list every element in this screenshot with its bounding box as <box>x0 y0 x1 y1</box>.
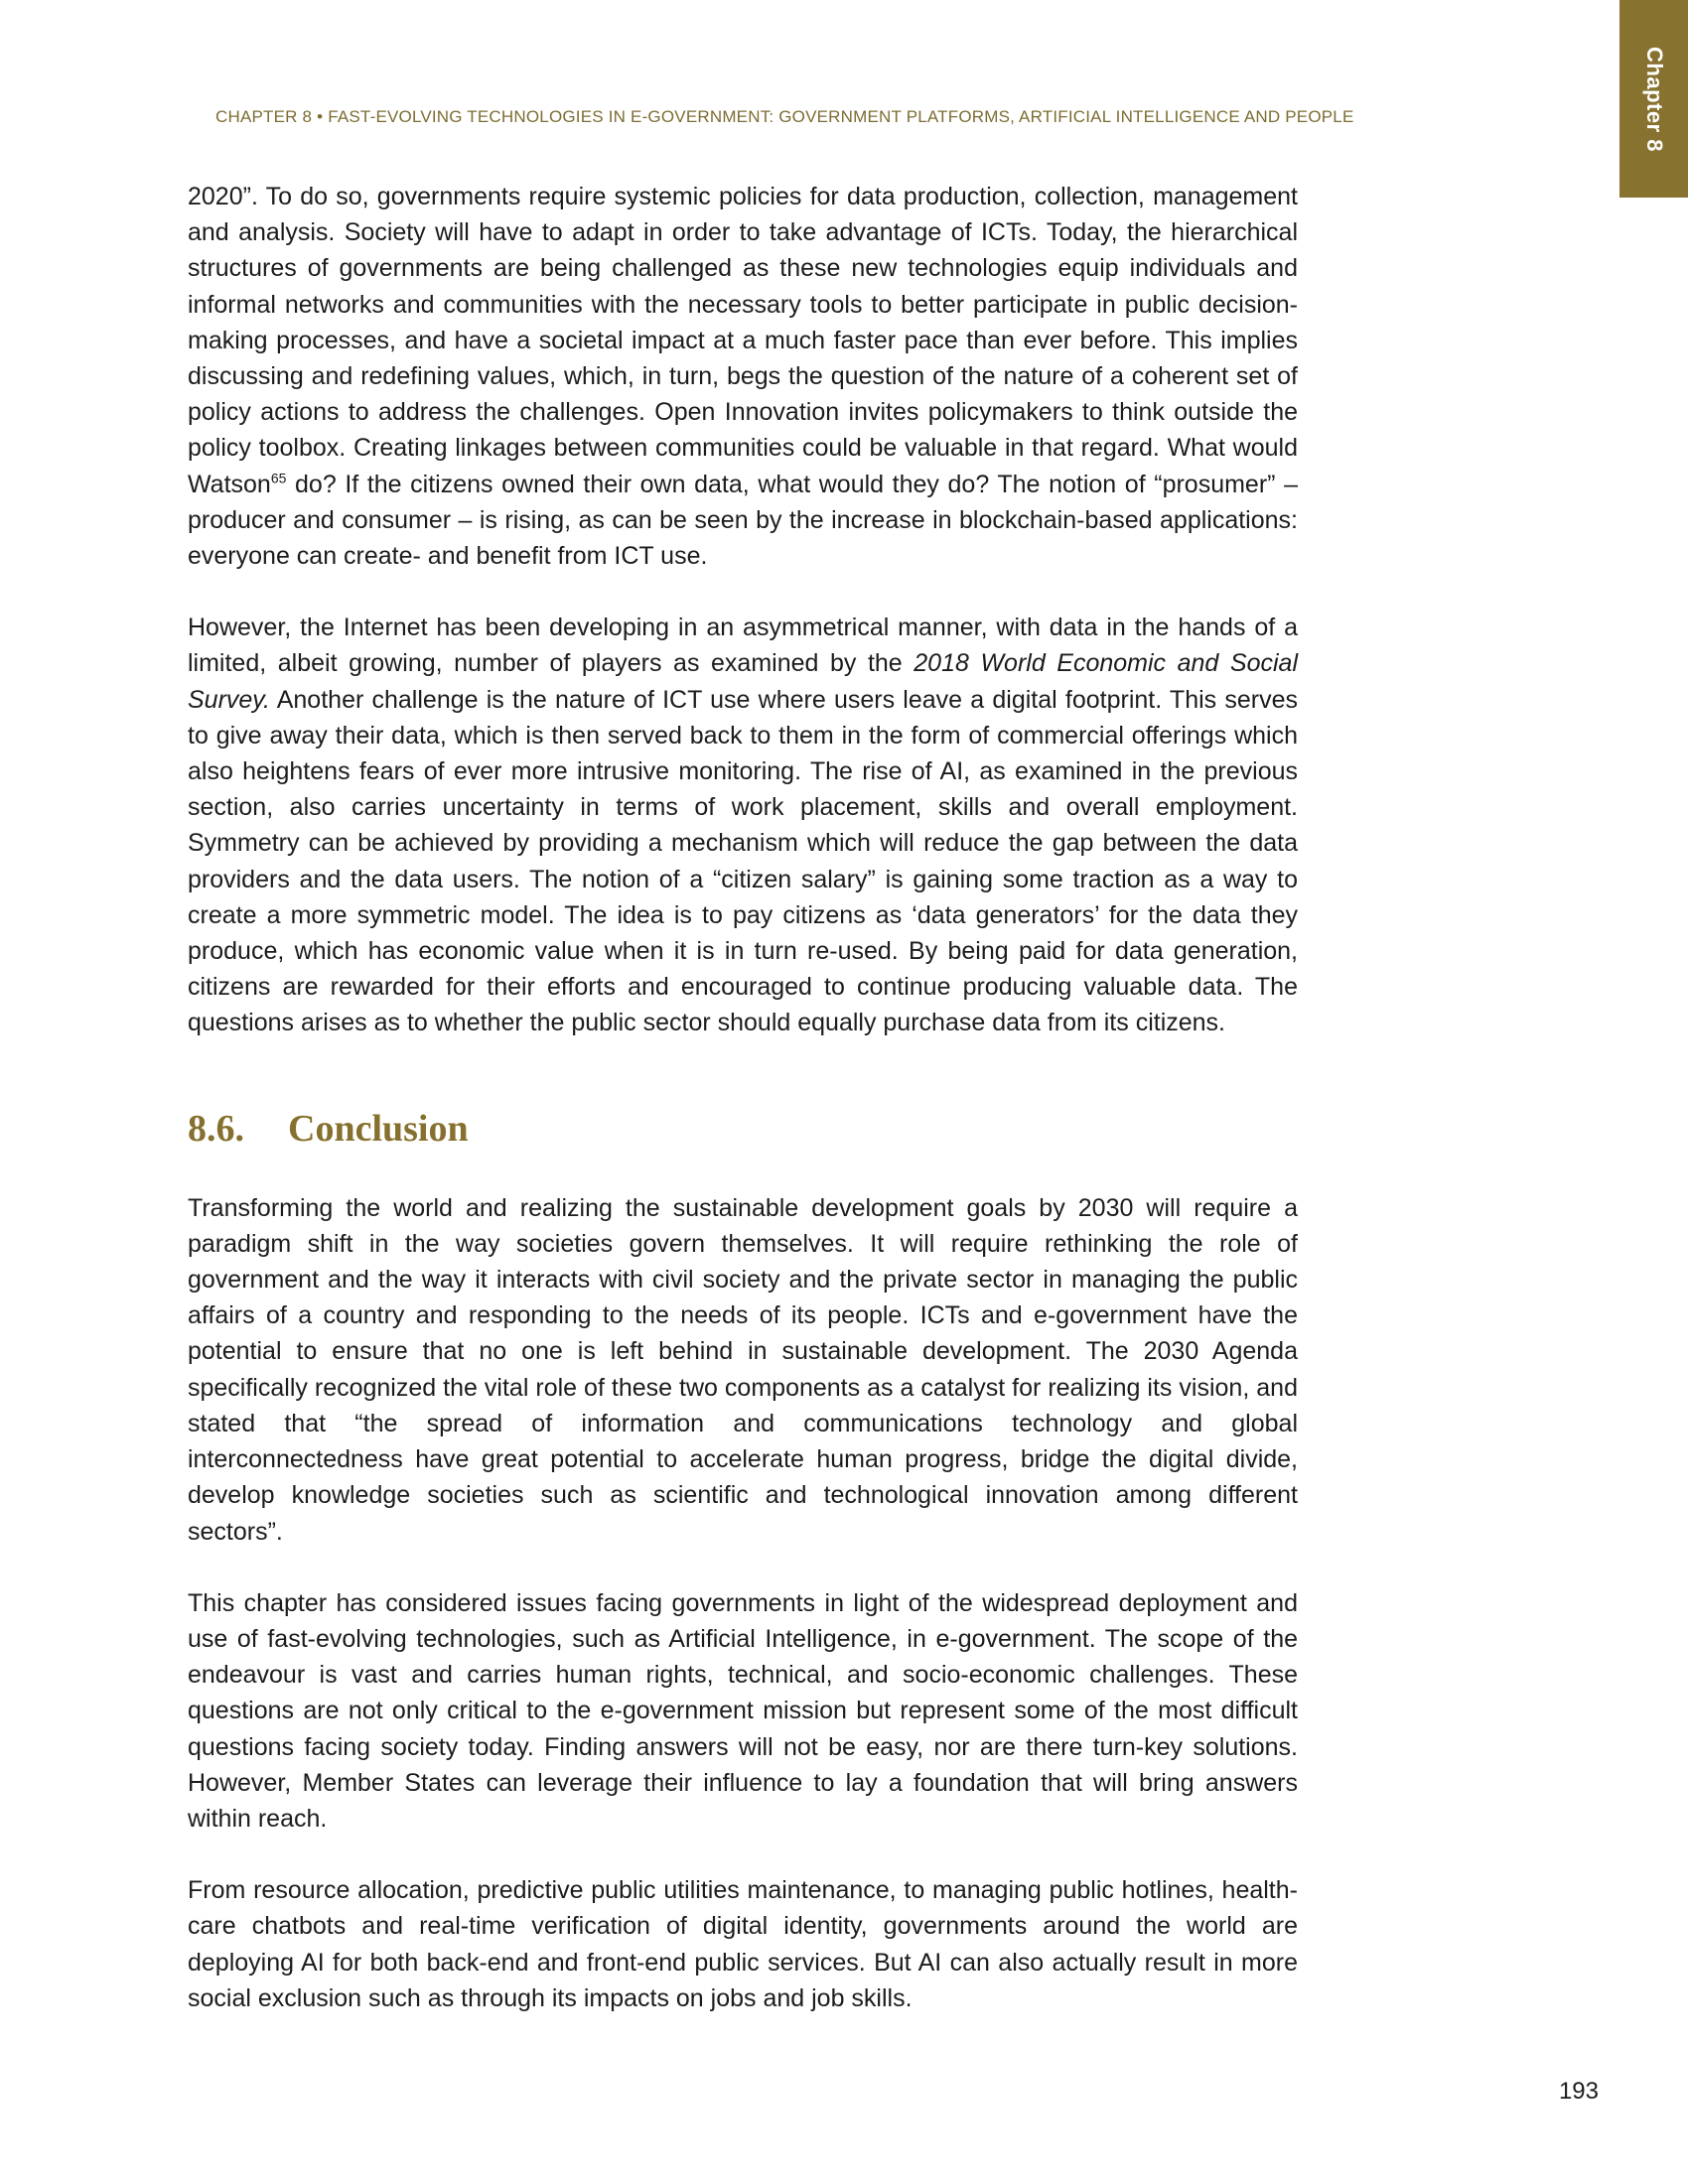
chapter-tab-label: Chapter 8 <box>1641 46 1667 152</box>
survey-title: 2018 World Economic and Social Survey. <box>188 649 1298 714</box>
paragraph-3: Transforming the world and realizing the sustainable development goals by 2030 will require a paradigm shift in the way societies govern themselves. It will require rethinking the role of government and the way it interacts with civil society and the private sector in managing the public affairs of a country and responding to the needs of its people. ICTs and e-government have the potential to ensure that no one is left behind in sustainable development. The 2030 Agenda specifically recognized the vital role of these two components as a catalyst for realizing its vision, and stated that “the spread of information and communications technology and global interconnectedness have great potential to accelerate human progress, bridge the digital divide, develop knowledge societies such as scientific and technological innovation among different sectors”. <box>188 1193 1298 1546</box>
paragraph-5: From resource allocation, predictive public utilities maintenance, to managing public hotlines, health-care chatbots and real-time verification of digital identity, governments around the world are deploying AI for both back-end and front-end public services. But AI can also actually result in more social exclusion such as through its impacts on jobs and job skills. <box>188 1876 1298 2012</box>
paragraph-2-text-a: However, the Internet has been developing in an asymmetrical manner, with data in the hands of a limited, albeit growing, number of players as examined by the <box>188 614 1298 678</box>
chapter-tab <box>1619 0 1688 198</box>
section-title: Conclusion <box>288 1107 469 1150</box>
paragraph-2 <box>188 610 1298 1040</box>
footnote-ref-65[interactable]: 65 <box>270 470 287 486</box>
section-heading <box>188 1107 1298 1151</box>
page-number: 193 <box>1558 2078 1599 2105</box>
page-body <box>188 179 1298 2016</box>
paragraph-2-text-b: Another challenge is the nature of ICT use where users leave a digital footprint. This serves to give away their data, which is then served back to them in the form of commercial offerings which also heightens fears of ever more intrusive monitoring. The rise of AI, as examined in the previous section, also carries uncertainty in terms of work placement, skills and overall employment. Symmetry can be achieved by providing a mechanism which will reduce the gap between the data providers and the data users. The notion of a “citizen salary” is gaining some traction as a way to create a more symmetric model. The idea is to pay citizens as ‘data generators’ for the data they produce, which has economic value when it is in turn re-used. By being paid for data generation, citizens are rewarded for their efforts and encouraged to continue producing valuable data. The questions arises as to whether the public sector should equally purchase data from its citizens. <box>188 685 1298 1037</box>
paragraph-1-text-a: 2020”. To do so, governments require systemic policies for data production, collection, management and analysis. Society will have to adapt in order to take advantage of ICTs. Today, the hierarchical structures of governments are being challenged as these new technologies equip individuals and informal networks and communities with the necessary tools to better participate in public decision-making processes, and have a societal impact at a much faster pace than ever before. This implies discussing and redefining values, which, in turn, begs the question of the nature of a coherent set of policy actions to address the challenges. Open Innovation invites policymakers to think outside the policy toolbox. Creating linkages between communities could be valuable in that regard. What would Watson <box>188 183 1298 498</box>
section-number: 8.6. <box>188 1107 244 1150</box>
paragraph-1-text-b: do? If the citizens owned their own data, what would they do? The notion of “prosumer” – producer and consumer – is rising, as can be seen by the increase in blockchain-based applications: everyone can create- and benefit from ICT use. <box>188 470 1298 571</box>
running-header: CHAPTER 8 • FAST-EVOLVING TECHNOLOGIES IN E-GOVERNMENT: GOVERNMENT PLATFORMS, ARTIFICIAL INTELLIGENCE AND PEOPLE <box>215 107 1354 126</box>
paragraph-1 <box>188 179 1298 574</box>
paragraph-4: This chapter has considered issues facing governments in light of the widespread deployment and use of fast-evolving technologies, such as Artificial Intelligence, in e-government. The scope of the endeavour is vast and carries human rights, technical, and socio-economic challenges. These questions are not only critical to the e-government mission but represent some of the most difficult questions facing society today. Finding answers will not be easy, nor are there turn-key solutions. However, Member States can leverage their influence to lay a foundation that will bring answers within reach. <box>188 1588 1298 1833</box>
